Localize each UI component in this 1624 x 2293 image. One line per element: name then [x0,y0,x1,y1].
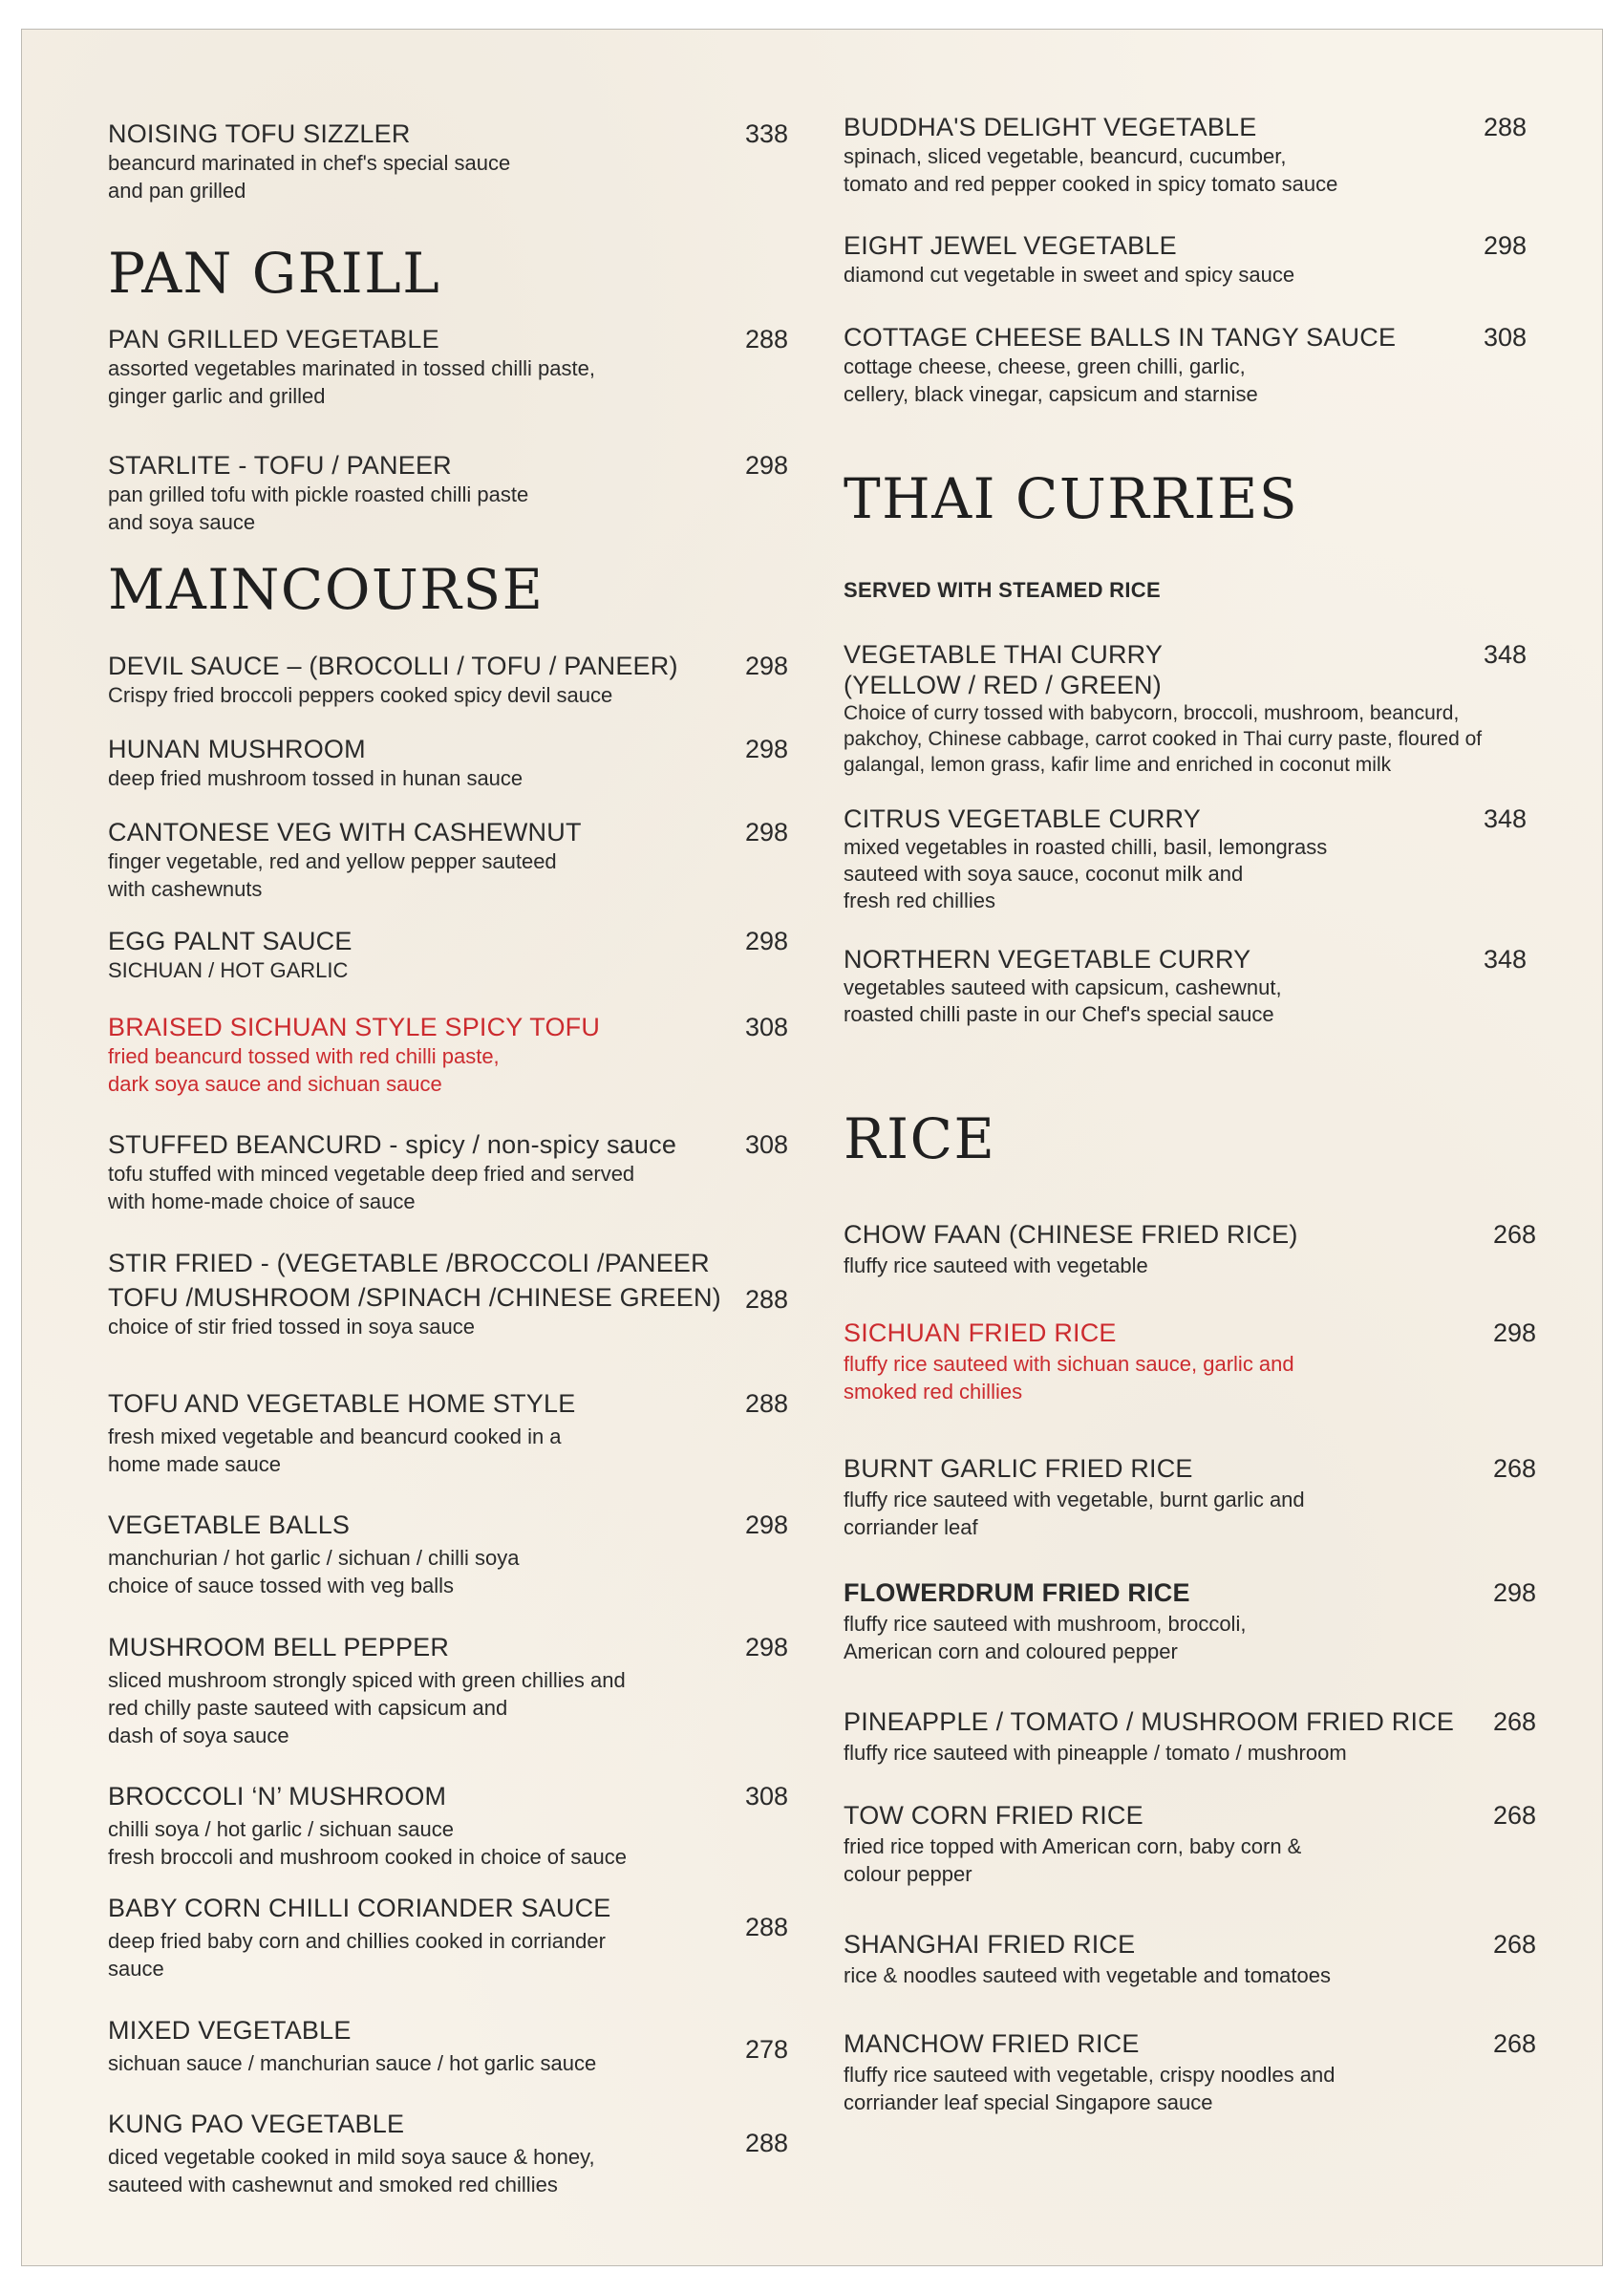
item-desc: spinach, sliced vegetable, beancurd, cucumber, tomato and red pepper cooked in spicy tomato sauce [844,144,1338,196]
item-name: MANCHOW FRIED RICE [844,2029,1140,2058]
item-price: 268 [1493,1707,1537,1736]
item-desc: Choice of curry tossed with babycorn, broccoli, mushroom, beancurd, pakchoy, Chinese cabbage, carrot cooked in Thai curry paste, floured of galangal, lemon grass, kafir lime and enriched in coconut milk [844,702,1483,776]
menu-item [108,1388,789,1478]
item-price: 288 [1484,113,1528,141]
menu-item [108,1632,789,1749]
menu-item [844,1706,1537,1767]
item-price: 298 [745,735,789,763]
item-name: BURNT GARLIC FRIED RICE [844,1454,1193,1483]
served-with-note: SERVED WITH STEAMED RICE [844,578,1161,602]
item-desc: fried beancurd tossed with red chilli paste, dark soya sauce and sichuan sauce [108,1044,500,1096]
menu-item-highlighted [108,1012,789,1098]
item-name: EGG PALNT SAUCE [108,927,353,955]
item-desc: fresh mixed vegetable and beancurd cooked in a home made sauce [108,1425,562,1476]
item-desc: manchurian / hot garlic / sichuan / chilli soya choice of sauce tossed with veg balls [108,1546,520,1597]
item-desc: mixed vegetables in roasted chilli, basil, lemongrass sauteed with soya sauce, coconut milk and fresh red chillies [844,835,1328,912]
item-name: KUNG PAO VEGETABLE [108,2110,405,2138]
item-price: 288 [745,1389,789,1418]
item-price: 268 [1493,1220,1537,1249]
menu-item [844,230,1531,289]
section-title-pan-grill: PAN GRILL [108,241,441,306]
menu-item [108,651,789,709]
menu-item [844,1453,1537,1541]
item-name: EIGHT JEWEL VEGETABLE [844,231,1177,260]
item-desc: diced vegetable cooked in mild soya sauce & honey, sauteed with cashewnut and smoked red chillies [108,2145,595,2197]
item-name: MUSHROOM BELL PEPPER [108,1633,450,1661]
item-desc: sichuan sauce / manchurian sauce / hot garlic sauce [108,2051,597,2075]
menu-item [108,1248,789,1340]
menu-item [844,322,1531,408]
item-desc: fluffy rice sauteed with sichuan sauce, garlic and smoked red chillies [844,1352,1294,1404]
menu-page [21,29,1603,2266]
menu-item [844,1800,1537,1888]
item-price: 348 [1484,945,1528,974]
item-desc: deep fried baby corn and chillies cooked in corriander sauce [108,1929,606,1981]
menu-item [108,817,789,903]
item-price: 298 [745,927,789,955]
menu-item [844,1929,1537,1989]
menu-item [108,1129,789,1215]
item-price: 308 [745,1782,789,1811]
item-price: 298 [745,1511,789,1539]
item-price: 348 [1484,640,1528,669]
item-price: 338 [745,119,789,148]
item-desc: SICHUAN / HOT GARLIC [108,958,349,982]
menu-item [844,112,1531,198]
item-name: BROCCOLI ‘N’ MUSHROOM [108,1782,447,1811]
item-price: 288 [745,1913,789,1941]
section-title-rice: RICE [844,1106,996,1171]
item-name: PINEAPPLE / TOMATO / MUSHROOM FRIED RICE [844,1707,1455,1736]
item-price: 298 [745,818,789,846]
menu-item [108,2109,789,2198]
item-name: NOISING TOFU SIZZLER [108,119,411,148]
item-name: VEGETABLE THAI CURRY [844,640,1164,669]
section-title-maincourse: MAINCOURSE [108,557,545,622]
item-desc: fluffy rice sauteed with vegetable [844,1254,1148,1277]
item-desc: rice & noodles sauteed with vegetable and tomatoes [844,1963,1331,1987]
item-price: 288 [745,325,789,354]
item-desc: Crispy fried broccoli peppers cooked spicy devil sauce [108,683,613,707]
menu-item [108,324,789,410]
menu-item [108,1893,789,1982]
item-name: NORTHERN VEGETABLE CURRY [844,945,1251,974]
item-price: 298 [1493,1578,1537,1607]
menu-item [844,1219,1537,1279]
item-name: BRAISED SICHUAN STYLE SPICY TOFU [108,1013,601,1041]
menu-item [108,450,789,536]
item-price: 308 [745,1130,789,1159]
item-desc: chilli soya / hot garlic / sichuan sauce fresh broccoli and mushroom cooked in choice of sauce [108,1817,627,1869]
item-name: PAN GRILLED VEGETABLE [108,325,439,354]
item-name: TOFU AND VEGETABLE HOME STYLE [108,1389,576,1418]
item-name: SICHUAN FRIED RICE [844,1318,1117,1347]
item-desc: fluffy rice sauteed with vegetable, burnt garlic and corriander leaf [844,1488,1305,1539]
item-price: 268 [1493,1930,1537,1959]
item-price: 268 [1493,2029,1537,2058]
item-price: 298 [745,1633,789,1661]
menu-item [108,2015,789,2077]
menu-item [108,1781,789,1871]
item-name: SHANGHAI FRIED RICE [844,1930,1136,1959]
item-desc: sliced mushroom strongly spiced with green chillies and red chilly paste sauteed with capsicum and dash of soya sauce [108,1668,626,1747]
item-price: 268 [1493,1454,1537,1483]
item-name: STARLITE - TOFU / PANEER [108,451,452,480]
item-name: HUNAN MUSHROOM [108,735,366,763]
item-desc: choice of stir fried tossed in soya sauce [108,1315,475,1339]
item-name: STIR FRIED - (VEGETABLE /BROCCOLI /PANEER [108,1249,710,1277]
item-price: 298 [1484,231,1528,260]
item-desc: tofu stuffed with minced vegetable deep fried and served with home-made choice of sauce [108,1162,635,1213]
menu-item [108,118,789,204]
menu-item [844,804,1531,914]
item-price: 298 [1493,1318,1537,1347]
menu-item [844,2028,1537,2116]
item-desc: fluffy rice sauteed with mushroom, broccoli, American corn and coloured pepper [844,1612,1247,1663]
menu-item [108,1510,789,1599]
item-desc: fried rice topped with American corn, baby corn & colour pepper [844,1834,1302,1886]
item-price: 308 [1484,323,1528,352]
item-price: 268 [1493,1801,1537,1830]
item-name: COTTAGE CHEESE BALLS IN TANGY SAUCE [844,323,1397,352]
item-desc: pan grilled tofu with pickle roasted chilli paste and soya sauce [108,482,529,534]
item-name: CITRUS VEGETABLE CURRY [844,804,1201,833]
item-name: FLOWERDRUM FRIED RICE [844,1578,1190,1607]
item-name: VEGETABLE BALLS [108,1511,351,1539]
item-name-line2: TOFU /MUSHROOM /SPINACH /CHINESE GREEN) [108,1283,721,1312]
item-name: BUDDHA'S DELIGHT VEGETABLE [844,113,1257,141]
item-name: CHOW FAAN (CHINESE FRIED RICE) [844,1220,1298,1249]
item-name-line2: (YELLOW / RED / GREEN) [844,671,1162,699]
item-price: 298 [745,451,789,480]
item-price: 298 [745,652,789,680]
menu-item [108,734,789,792]
menu-item [844,639,1531,778]
menu-item [108,926,789,984]
item-name: MIXED VEGETABLE [108,2016,352,2045]
item-price: 348 [1484,804,1528,833]
item-name: CANTONESE VEG WITH CASHEWNUT [108,818,582,846]
item-price: 288 [745,2129,789,2157]
item-name: DEVIL SAUCE – (BROCOLLI / TOFU / PANEER) [108,652,678,680]
item-desc: beancurd marinated in chef's special sauce and pan grilled [108,151,511,203]
item-desc: fluffy rice sauteed with vegetable, crispy noodles and corriander leaf special Singapore sauce [844,2063,1336,2114]
item-name: BABY CORN CHILLI CORIANDER SAUCE [108,1894,611,1922]
item-desc: diamond cut vegetable in sweet and spicy sauce [844,263,1295,287]
item-name: STUFFED BEANCURD - spicy / non-spicy sauce [108,1130,677,1159]
section-title-thai-curries: THAI CURRIES [844,466,1299,531]
item-desc: cottage cheese, cheese, green chilli, garlic, cellery, black vinegar, capsicum and starnise [844,354,1258,406]
item-name: TOW CORN FRIED RICE [844,1801,1143,1830]
item-desc: deep fried mushroom tossed in hunan sauce [108,766,524,790]
item-desc: fluffy rice sauteed with pineapple / tomato / mushroom [844,1741,1347,1765]
item-price: 288 [745,1285,789,1314]
item-price: 308 [745,1013,789,1041]
item-desc: finger vegetable, red and yellow pepper sauteed with cashewnuts [108,849,557,901]
menu-item-highlighted [844,1318,1537,1405]
item-desc: assorted vegetables marinated in tossed chilli paste, ginger garlic and grilled [108,356,595,408]
menu-item [844,944,1531,1028]
item-desc: vegetables sauteed with capsicum, cashewnut, roasted chilli paste in our Chef's special sauce [844,975,1282,1026]
menu-item [844,1577,1537,1665]
item-price: 278 [745,2035,789,2064]
